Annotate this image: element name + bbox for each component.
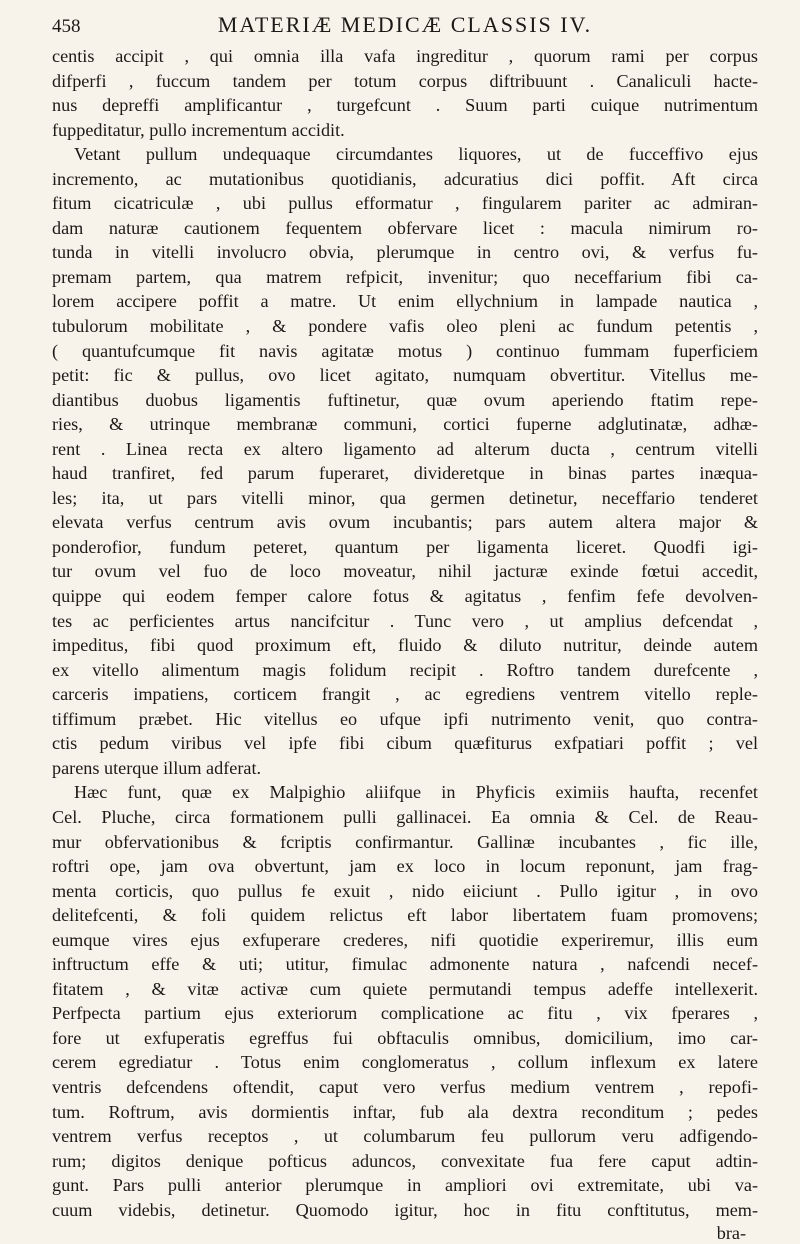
text-line: tes ac perficientes artus nancifcitur . Tunc vero , ut amplius defcendat , [52,610,758,631]
text-line: Hæc funt, quæ ex Malpighio aliifque in Phyficis eximiis haufta, recenfet [74,782,758,803]
text-line: tiffimum præbet. Hic vitellus eo ufque ipfi nutrimento venit, quo contra- [52,708,758,729]
text-line: diantibus duobus ligamentis fuftinetur, quæ ovum aperiendo ftatim repe- [52,389,758,410]
text-line: premam partem, qua matrem refpicit, invenitur; quo neceffarium fibi ca- [52,266,758,287]
text-line: gunt. Pars pulli anterior plerumque in ampliori ovi extremitate, ubi va- [52,1175,758,1196]
text-line: mur obfervationibus & fcriptis confirmantur. Gallinæ incubantes , fic ille, [52,831,758,852]
text-line: cerem egrediatur . Totus enim conglomeratus , collum inflexum ex latere [52,1052,758,1073]
text-line: ( quantufcumque fit navis agitatæ motus ) continuo fummam fuperficiem [52,340,758,361]
text-line: carceris impatiens, corticem frangit , ac egrediens ventrem vitello reple- [52,684,758,705]
text-line: lorem accipere poffit a matre. Ut enim ellychnium in lampade nautica , [52,291,758,312]
text-line: incremento, ac mutationibus quotidianis, adcuratius dici poffit. Aft circa [52,168,758,189]
text-line: haud tranfiret, fed parum fuperaret, divideretque in binas partes inæqua- [52,463,758,484]
text-line: centis accipit , qui omnia illa vafa ingreditur , quorum rami per corpus [52,46,758,66]
text-line: les; ita, ut pars vitelli minor, qua germen detinetur, neceffario tenderet [52,487,758,508]
text-line: fitatem , & vitæ activæ cum quiete permutandi tempus adeffe intellexerit. [52,978,758,999]
text-line: dam naturæ cautionem fequentem obfervare licet : macula nimirum ro- [52,217,758,238]
text-line: Perfpecta partium ejus exteriorum complicatione ac fitu , vix fperares , [52,1003,758,1024]
text-line: ries, & utrinque membranæ communi, cortici fuperne adglutinatæ, adhæ- [52,414,758,435]
text-line: elevata verfus centrum avis ovum incubantis; pars autem altera major & [52,512,758,533]
text-line: nus depreffi amplificantur , turgefcunt . Suum parti cuique nutrimentum [52,95,758,116]
text-line: ventrem verfus receptos , ut columbarum feu pullorum veru adfigendo- [52,1126,758,1147]
text-line: parens uterque illum adferat. [52,757,262,778]
text-line: ex vitello alimentum magis folidum recipit . Roftro tandem durefcente , [52,659,758,680]
text-line: Cel. Pluche, circa formationem pulli gallinacei. Ea omnia & Cel. de Reau- [52,806,758,827]
text-line: inftructum effe & uti; utitur, fimulac admonente natura , nafcendi necef- [52,954,758,975]
text-line: impeditus, fibi quod proximum eft, fluido & diluto nutritur, deinde autem [52,635,758,656]
text-line: cuum videbis, detinetur. Quomodo igitur, hoc in fitu conftitutus, mem- [52,1199,758,1220]
text-line: Vetant pullum undequaque circumdantes liquores, ut de fucceffivo ejus [74,144,758,165]
catchword: bra- [716,1223,746,1244]
page-header [52,12,758,42]
text-line: fuppeditatur, pullo incrementum accidit. [52,119,345,140]
text-line: ventris defcendens oftendit, caput vero verfus medium ventrem , repofi- [52,1076,758,1097]
text-line: rent . Linea recta ex altero ligamento ad alterum ducta , centrum vitelli [52,438,758,459]
text-line: quippe qui eodem femper calore fotus & agitatus , fenfim fefe devolven- [52,586,758,607]
text-line: difperfi , fuccum tandem per totum corpus diftribuunt . Canaliculi hacte- [52,70,758,91]
text-line: ponderofior, fundum peteret, quantum per ligamenta liceret. Quodfi igi- [52,536,758,557]
text-line: menta corticis, quo pullus fe exuit , nido eiiciunt . Pullo igitur , in ovo [52,880,758,901]
text-line: tunda in vitelli involucro obvia, plerumque in centro ovi, & verfus fu- [52,242,758,263]
text-line: fitum cicatriculæ , ubi pullus efformatur , fingularem pariter ac admiran- [52,193,758,214]
text-line: tubulorum mobilitate , & pondere vafis oleo pleni ac fundum petentis , [52,316,758,337]
page-number: 458 [52,16,81,37]
text-line: petit: fic & pullus, ovo licet agitato, numquam obvertitur. Vitellus me- [52,365,758,386]
text-line: rum; digitos denique pofticus aduncos, convexitate fua fere caput adtin- [52,1150,758,1171]
text-line: ctis pedum viribus vel ipfe fibi cibum quæfiturus exfpatiari poffit ; vel [52,733,758,754]
text-line: eumque vires ejus exfuperare crederes, nifi quotidie experiremur, illis eum [52,929,758,950]
text-line: tur ovum vel fuo de loco moveatur, nihil jacturæ exinde fœtui accedit, [52,561,758,582]
text-line: fore ut exfuperatis egreffus fui obftaculis omnibus, domicilium, imo car- [52,1027,758,1048]
body-text [52,44,758,1222]
text-line: roftri ope, jam ova obvertunt, jam ex loco in locum reponunt, jam frag- [52,856,758,877]
text-line: tum. Roftrum, avis dormientis inftar, fub ala dextra reconditum ; pedes [52,1101,758,1122]
running-head: MATERIÆ MEDICÆ CLASSIS IV. [217,12,593,37]
text-line: delitefcenti, & foli quidem relictus eft labor libertatem fuam promovens; [52,905,758,926]
